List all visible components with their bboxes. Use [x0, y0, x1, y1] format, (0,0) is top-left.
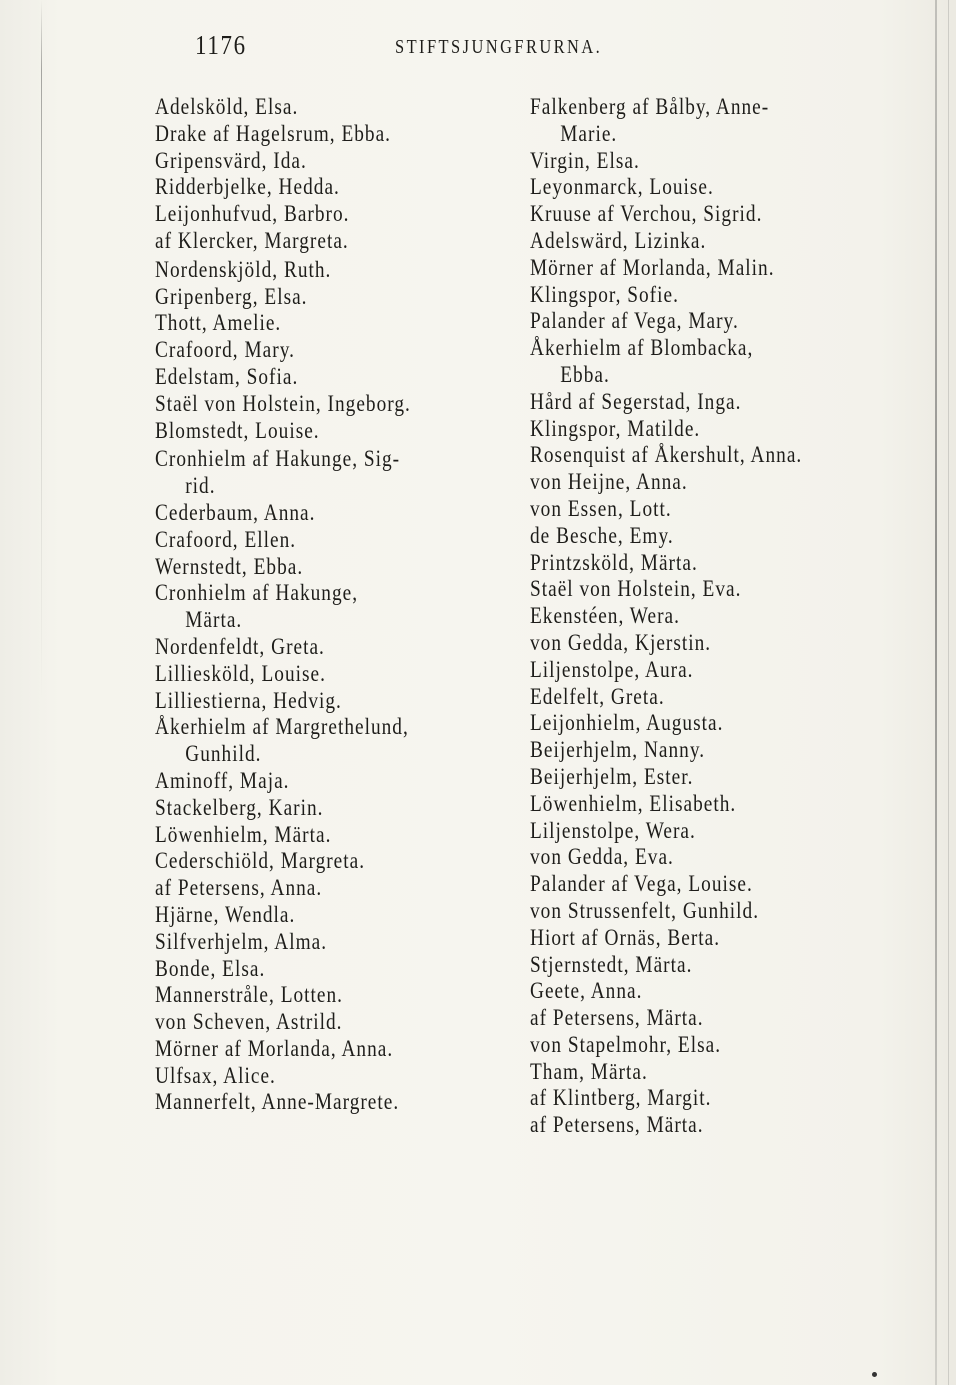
running-title: STIFTSJUNGFRURNA. [395, 36, 603, 58]
name-entry: Thott, Amelie. [155, 310, 282, 336]
name-entry: Palander af Vega, Louise. [530, 871, 753, 897]
name-entry: Hiort af Ornäs, Berta. [530, 924, 721, 950]
name-entry: Mörner af Morlanda, Malin. [530, 254, 775, 280]
name-entry: Liljenstolpe, Wera. [530, 817, 696, 843]
name-entry: von Gedda, Eva. [530, 844, 674, 870]
page-edge-line [935, 0, 937, 1385]
name-entry: Nordenskjöld, Ruth. [155, 256, 332, 282]
name-entry: Crafoord, Ellen. [155, 526, 297, 552]
name-entry: Löwenhielm, Elisabeth. [530, 790, 737, 816]
name-entry: Klingspor, Matilde. [530, 415, 701, 441]
name-entry-continuation: rid. [185, 473, 216, 499]
name-entry: Tham, Märta. [530, 1058, 648, 1084]
name-entry: von Gedda, Kjerstin. [530, 629, 712, 655]
name-entry-continuation: Märta. [185, 607, 243, 633]
name-entry: von Strussenfelt, Gunhild. [530, 897, 760, 923]
name-entry: Blomstedt, Louise. [155, 417, 320, 443]
name-entry: af Petersens, Märta. [530, 1112, 704, 1138]
page-number: 1176 [195, 30, 247, 60]
name-entry: Staël von Holstein, Ingeborg. [155, 390, 411, 416]
name-entry: Adelsköld, Elsa. [155, 94, 299, 119]
page-edge-line-outer [948, 0, 949, 1385]
name-entry: Klingspor, Sofie. [530, 281, 679, 307]
left-column [155, 94, 505, 1116]
name-entry: Stackelberg, Karin. [155, 794, 324, 820]
name-entry: Cederschiöld, Margreta. [155, 848, 366, 874]
name-entry: Ekenstéen, Wera. [530, 603, 680, 629]
name-entry: Leyonmarck, Louise. [530, 174, 714, 200]
name-entry-continuation: Marie. [560, 120, 618, 146]
name-entry: Stjernstedt, Märta. [530, 951, 693, 977]
name-entry: Hård af Segerstad, Inga. [530, 388, 742, 414]
name-entry: von Heijne, Anna. [530, 469, 688, 495]
name-entry: Rosenquist af Åkershult, Anna. [530, 442, 803, 468]
name-entry: Drake af Hagelsrum, Ebba. [155, 120, 392, 146]
name-entry: Palander af Vega, Mary. [530, 308, 739, 334]
name-entry: af Petersens, Anna. [155, 875, 323, 901]
name-entry: Crafoord, Mary. [155, 337, 295, 363]
name-entry: Åkerhielm af Blombacka, [530, 335, 754, 361]
name-entry: Gripensvärd, Ida. [155, 147, 307, 173]
name-entry: af Klercker, Margreta. [155, 227, 349, 253]
name-entry: Wernstedt, Ebba. [155, 553, 304, 579]
binding-gutter-line [41, 0, 42, 700]
name-entry: Bonde, Elsa. [155, 955, 266, 981]
name-entry: Geete, Anna. [530, 978, 643, 1004]
name-entry: Silfverhjelm, Alma. [155, 928, 328, 954]
name-entry: Mannerfelt, Anne-Margrete. [155, 1089, 400, 1115]
name-entry: Printzsköld, Märta. [530, 549, 698, 575]
print-speck [872, 1372, 877, 1377]
name-entry-continuation: Ebba. [560, 361, 610, 387]
name-entry: Cronhielm af Hakunge, [155, 580, 359, 606]
name-entry: Leijonhufvud, Barbro. [155, 201, 350, 227]
name-entry: Staël von Holstein, Eva. [530, 576, 742, 602]
name-entry: Ulfsax, Alice. [155, 1062, 276, 1088]
name-entry: Cederbaum, Anna. [155, 499, 316, 525]
name-entry: Falkenberg af Bålby, Anne- [530, 94, 770, 119]
name-entry: Beijerhjelm, Nanny. [530, 737, 706, 763]
name-entry-continuation: Gunhild. [185, 741, 262, 767]
name-entry: Nordenfeldt, Greta. [155, 633, 325, 659]
name-entry: Kruuse af Verchou, Sigrid. [530, 201, 763, 227]
name-entry: Liljenstolpe, Aura. [530, 656, 694, 682]
name-entry: af Petersens, Märta. [530, 1005, 704, 1031]
name-entry: Beijerhjelm, Ester. [530, 763, 694, 789]
name-entry: Edelstam, Sofia. [155, 363, 299, 389]
name-entry: af Klintberg, Margit. [530, 1085, 712, 1111]
name-entry: von Scheven, Astrild. [155, 1009, 343, 1035]
name-entry: Adelswärd, Lizinka. [530, 227, 707, 253]
name-entry: Edelfelt, Greta. [530, 683, 665, 709]
name-entry: Mörner af Morlanda, Anna. [155, 1035, 394, 1061]
name-entry: Mannerstråle, Lotten. [155, 982, 344, 1008]
name-entry: Hjärne, Wendla. [155, 901, 296, 927]
name-entry: Gripenberg, Elsa. [155, 283, 308, 309]
name-entry: von Essen, Lott. [530, 495, 672, 521]
page-header [0, 30, 956, 66]
name-entry: de Besche, Emy. [530, 522, 674, 548]
name-entry: Aminoff, Maja. [155, 767, 290, 793]
name-entry: Åkerhielm af Margrethelund, [155, 714, 409, 740]
name-entry: Lilliesköld, Louise. [155, 660, 326, 686]
name-entry: Löwenhielm, Märta. [155, 821, 332, 847]
name-entry: Virgin, Elsa. [530, 147, 640, 173]
name-entry: Cronhielm af Hakunge, Sig- [155, 446, 401, 472]
name-entry: Leijonhielm, Augusta. [530, 710, 724, 736]
name-entry: Lilliestierna, Hedvig. [155, 687, 342, 713]
right-column [530, 94, 890, 1139]
name-entry: Ridderbjelke, Hedda. [155, 174, 340, 200]
name-entry: von Stapelmohr, Elsa. [530, 1031, 722, 1057]
